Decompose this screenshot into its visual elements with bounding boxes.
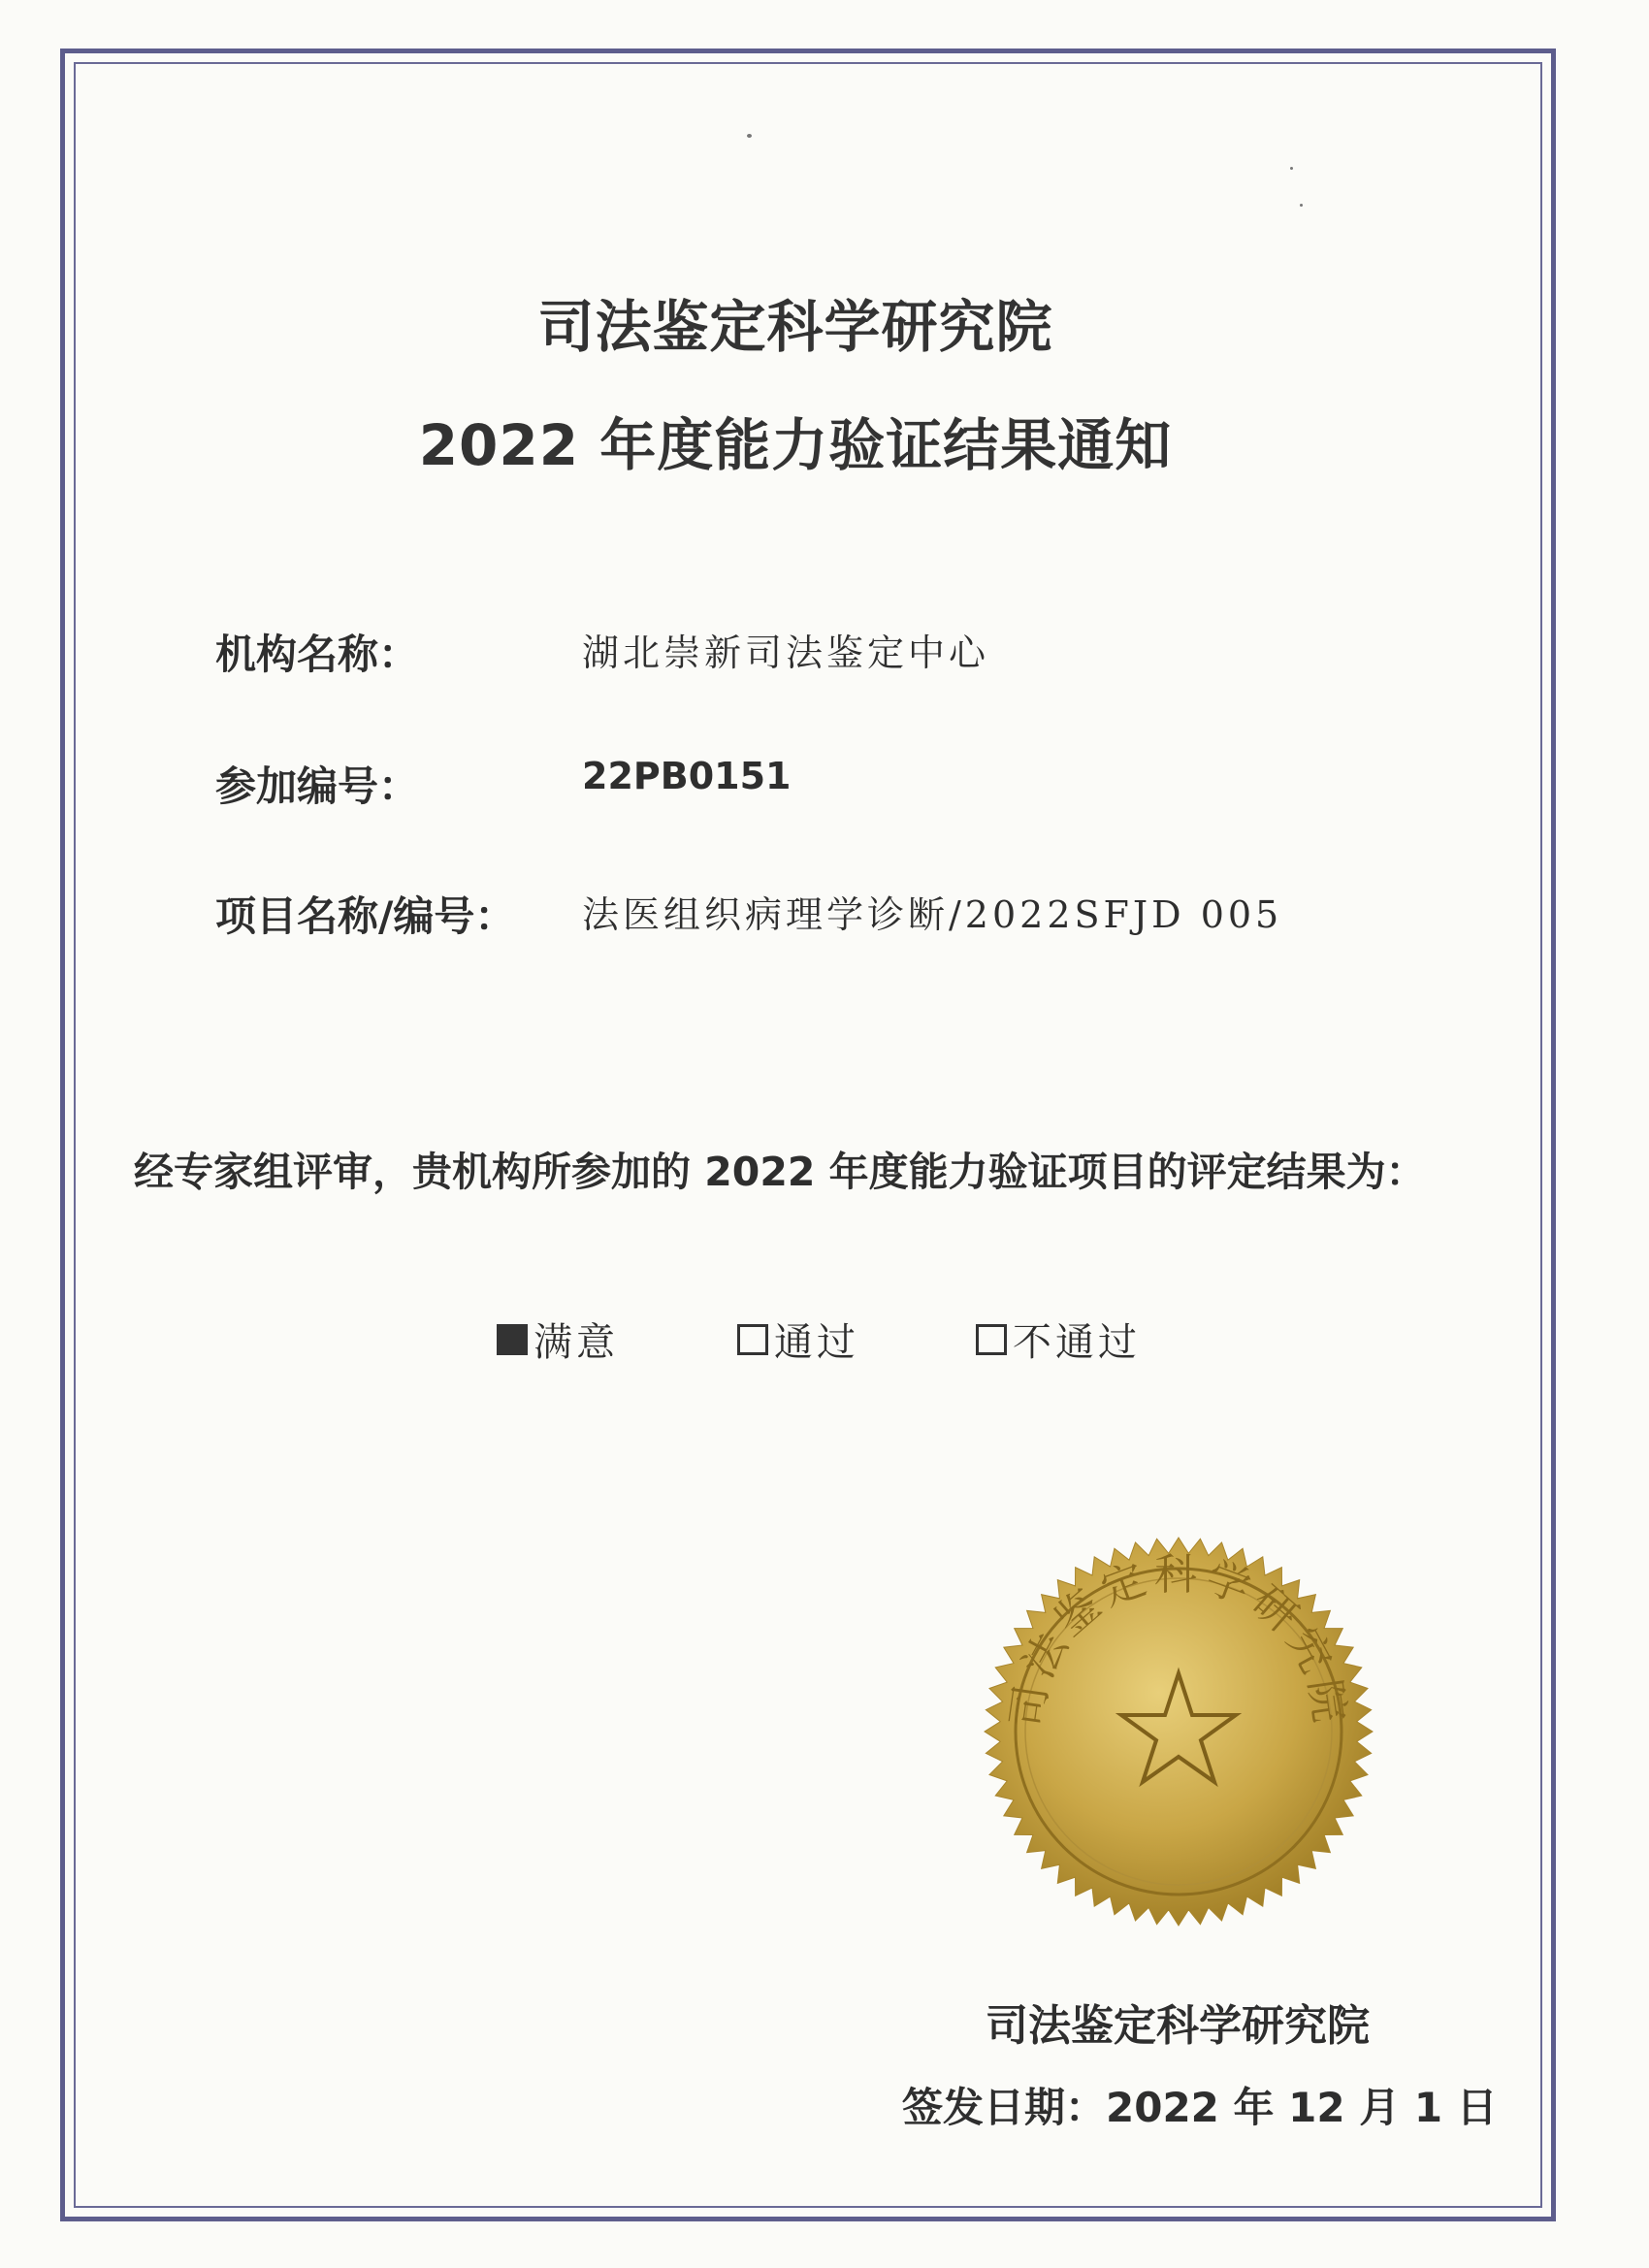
evaluation-statement: 经专家组评审，贵机构所参加的 2022 年度能力验证项目的评定结果为： xyxy=(134,1149,1426,1195)
option-satisfactory xyxy=(497,1312,619,1367)
option-label: 通过 xyxy=(774,1320,859,1365)
option-label: 满意 xyxy=(534,1320,619,1365)
project-name-value: 法医组织病理学诊断/2022SFJD 005 xyxy=(582,893,1283,936)
official-seal xyxy=(980,1533,1377,1930)
option-label: 不通过 xyxy=(1013,1320,1141,1365)
participant-number-label: 参加编号： xyxy=(215,762,420,810)
title-notice: 2022 年度能力验证结果通知 xyxy=(418,412,1173,478)
checkbox-empty-icon xyxy=(976,1324,1007,1355)
project-name-label: 项目名称/编号： xyxy=(215,892,516,940)
paper-speck xyxy=(747,134,752,138)
paper-speck xyxy=(1290,167,1293,170)
paper-speck xyxy=(1300,204,1303,207)
issue-date: 签发日期：2022 年 12 月 1 日 xyxy=(902,2084,1498,2131)
checkbox-empty-icon xyxy=(737,1324,768,1355)
seal-ring-text: 司法鉴定科学研究院 xyxy=(1002,1549,1355,1732)
title-institute: 司法鉴定科学研究院 xyxy=(537,294,1053,360)
option-fail xyxy=(976,1312,1141,1367)
issuer-name: 司法鉴定科学研究院 xyxy=(986,2001,1370,2051)
participant-number-value: 22PB0151 xyxy=(582,755,792,797)
institution-name-value: 湖北崇新司法鉴定中心 xyxy=(582,632,990,674)
checkbox-checked-icon xyxy=(497,1324,528,1355)
option-pass xyxy=(737,1312,859,1367)
institution-name-label: 机构名称： xyxy=(215,631,420,678)
